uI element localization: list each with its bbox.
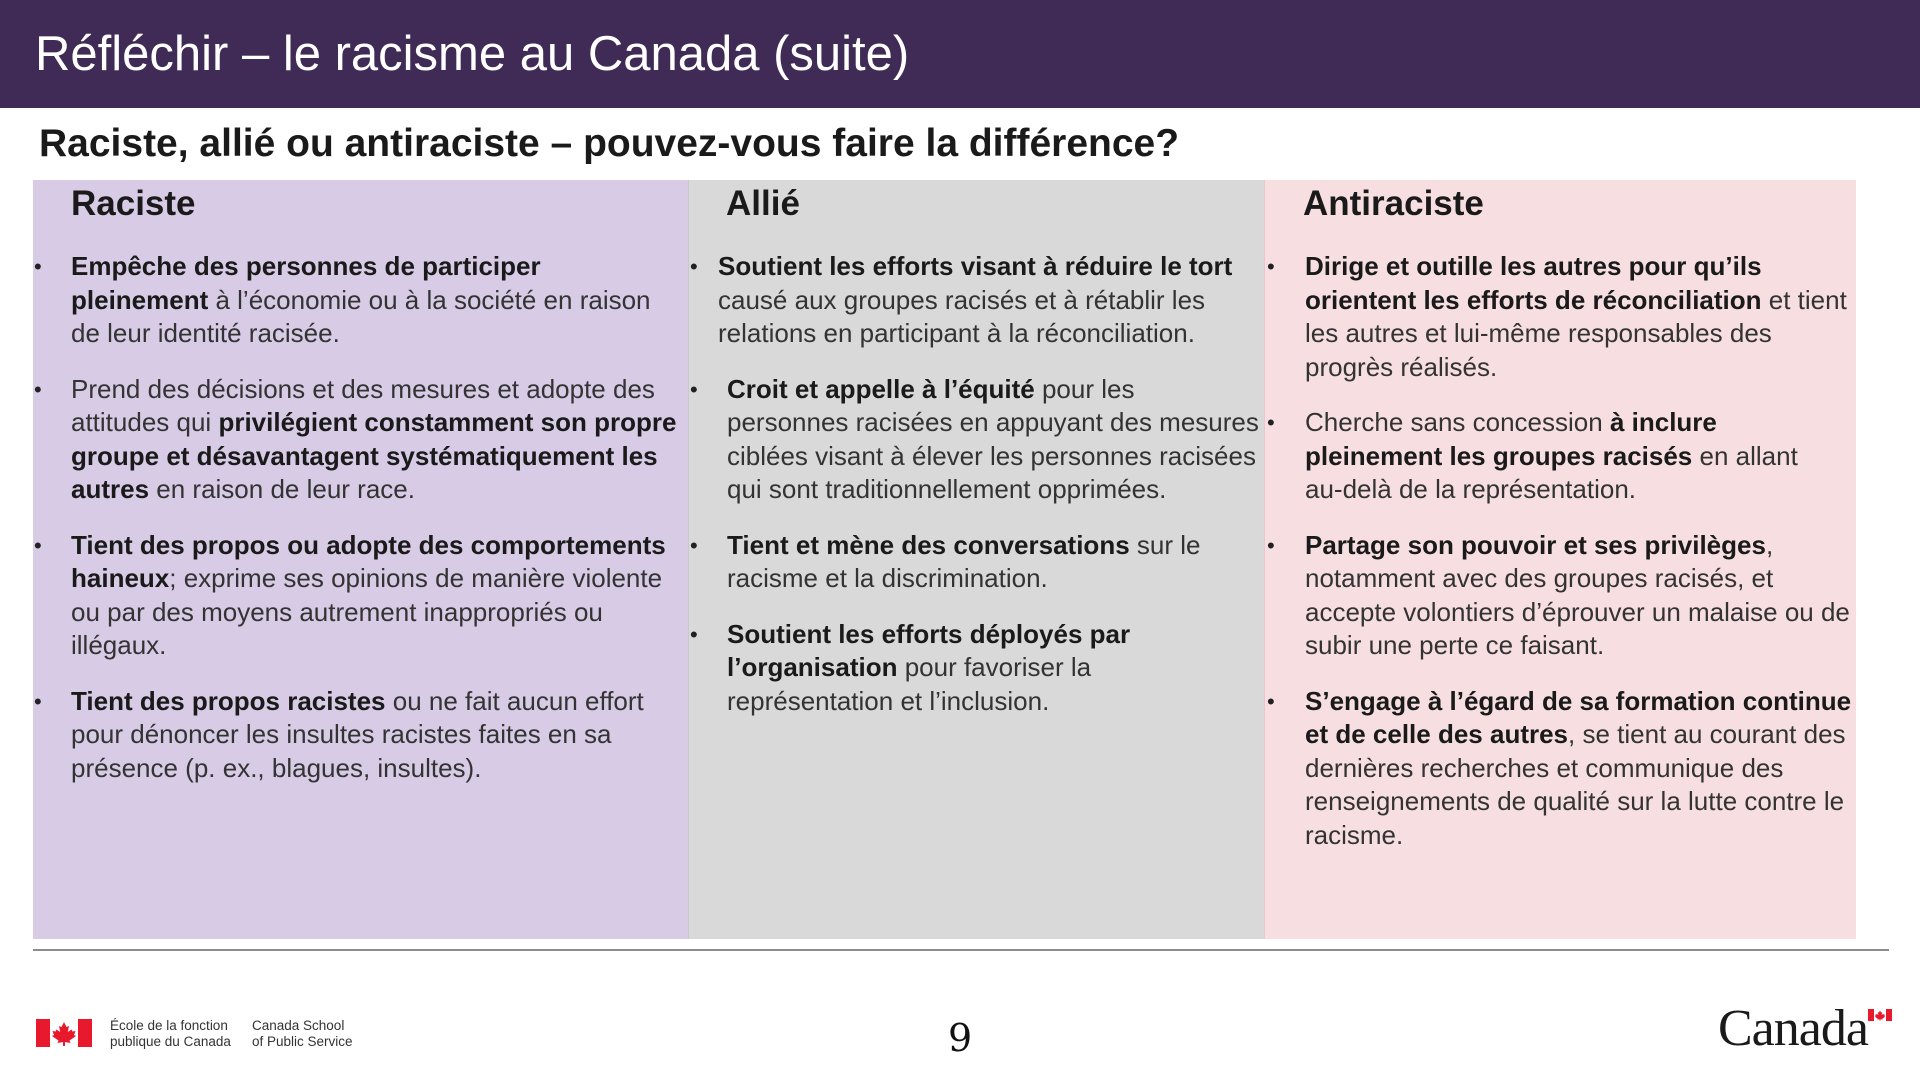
item-bold: Tient et mène des conversations [727, 529, 1130, 560]
bullet-icon: • [1267, 254, 1275, 279]
column-heading: Allié [726, 184, 800, 223]
item-text: ; exprime ses opinions de manière violente ou par des moyens autrement inappropriés ou illégaux. [71, 563, 663, 660]
item-bold: privilégient constamment son propre groupe et désavantagent systématiquement les autres [71, 407, 677, 504]
bullet-icon: • [690, 376, 698, 402]
item-text: pour les personnes racisées en appuyant des mesures ciblées visant à élever les personnes racisées qui sont traditionnellement opprimées. [727, 373, 1259, 504]
wordmark-text: Canada [1718, 1000, 1868, 1057]
item-bold: Dirige et outille les autres pour qu’ils orientent les efforts de réconciliation [1305, 251, 1762, 315]
item-text: et tient les autres et lui-même responsables des progrès réalisés. [1305, 284, 1847, 382]
item-bold: Empêche des personnes de participer pleinement [71, 251, 541, 315]
slide-title: Réfléchir – le racisme au Canada (suite) [35, 27, 910, 81]
bullet-icon: • [34, 688, 42, 714]
item-text: en raison de leur race. [149, 474, 415, 504]
item-list [689, 250, 1260, 740]
list-item [33, 685, 684, 786]
bullet-icon: • [1267, 688, 1275, 714]
item-bold: Croit et appelle à l’équité [727, 373, 1035, 404]
list-item [1265, 529, 1852, 663]
item-text: causé aux groupes racisés et à rétablir les relations en participant à la réconciliation. [718, 284, 1206, 348]
list-item [689, 373, 1260, 507]
list-item [33, 250, 684, 351]
bullet-icon: • [34, 254, 42, 279]
item-bold: à inclure pleinement les groupes racisés [1305, 407, 1717, 471]
org-name-fr [110, 1018, 231, 1050]
bullet-icon: • [1267, 532, 1275, 558]
item-bold: Tient des propos ou adopte des comportements haineux [71, 529, 666, 593]
list-item [1265, 685, 1852, 853]
footer-divider [33, 949, 1889, 951]
list-item [689, 529, 1260, 596]
list-item [689, 250, 1260, 351]
list-item [1265, 406, 1852, 507]
item-text: en allant au‑delà de la représentation. [1305, 440, 1798, 504]
column-allie [688, 180, 1264, 939]
item-bold: S’engage à l’égard de sa formation continue et de celle des autres [1305, 685, 1852, 749]
column-antiraciste [1264, 180, 1856, 939]
item-bold: Soutient les efforts visant à réduire le tort [718, 251, 1233, 281]
list-item [33, 373, 684, 507]
item-text: Cherche sans concession [1305, 407, 1610, 437]
item-bold: Soutient les efforts déployés par l’organisation [727, 618, 1131, 682]
list-item [689, 618, 1260, 719]
item-text: pour favoriser la représentation et l’inclusion. [727, 652, 1092, 716]
bullet-icon: • [34, 376, 42, 402]
bullet-icon: • [690, 254, 698, 279]
bullet-icon: • [1267, 410, 1275, 435]
item-text: à l’économie ou à la société en raison de leur identité racisée. [71, 284, 651, 348]
org-name-en-line1: Canada School [252, 1018, 345, 1033]
item-bold: Partage son pouvoir et ses privilèges [1305, 529, 1766, 560]
column-heading: Antiraciste [1303, 184, 1484, 223]
slide-subtitle: Raciste, allié ou antiraciste – pouvez-vous faire la différence? [39, 122, 1180, 165]
item-text: ou ne fait aucun effort pour dénoncer les insultes racistes faites en sa présence (p. ex., blagues, insultes). [71, 685, 644, 783]
bullet-icon: • [690, 621, 698, 647]
canada-flag-icon [36, 1019, 92, 1047]
item-text: Prend des décisions et des mesures et adopte des attitudes qui [71, 373, 655, 437]
item-list [1265, 250, 1852, 874]
title-bar [0, 0, 1920, 108]
column-raciste [33, 180, 688, 939]
item-text: , notamment avec des groupes racisés, et accepte volontiers d’éprouver un malaise ou de subir une perte ce faisant. [1305, 529, 1850, 660]
wordmark-flag-icon [1868, 1009, 1892, 1021]
org-name-en [252, 1018, 353, 1050]
item-text: , se tient au courant des dernières recherches et communique des renseignements de qualité sur la lutte contre le racisme. [1305, 719, 1846, 850]
item-text: sur le racisme et la discrimination. [727, 529, 1201, 593]
bullet-icon: • [34, 532, 42, 558]
item-bold: Tient des propos racistes [71, 685, 386, 716]
list-item [33, 529, 684, 663]
org-name-en-line2: of Public Service [252, 1034, 353, 1049]
canada-wordmark [1718, 1001, 1890, 1057]
list-item [1265, 250, 1852, 384]
org-name-fr-line1: École de la fonction [110, 1018, 228, 1033]
item-list [33, 250, 684, 807]
bullet-icon: • [690, 532, 698, 558]
column-heading: Raciste [71, 184, 196, 223]
org-name-fr-line2: publique du Canada [110, 1034, 231, 1049]
page-number: 9 [948, 1016, 973, 1060]
